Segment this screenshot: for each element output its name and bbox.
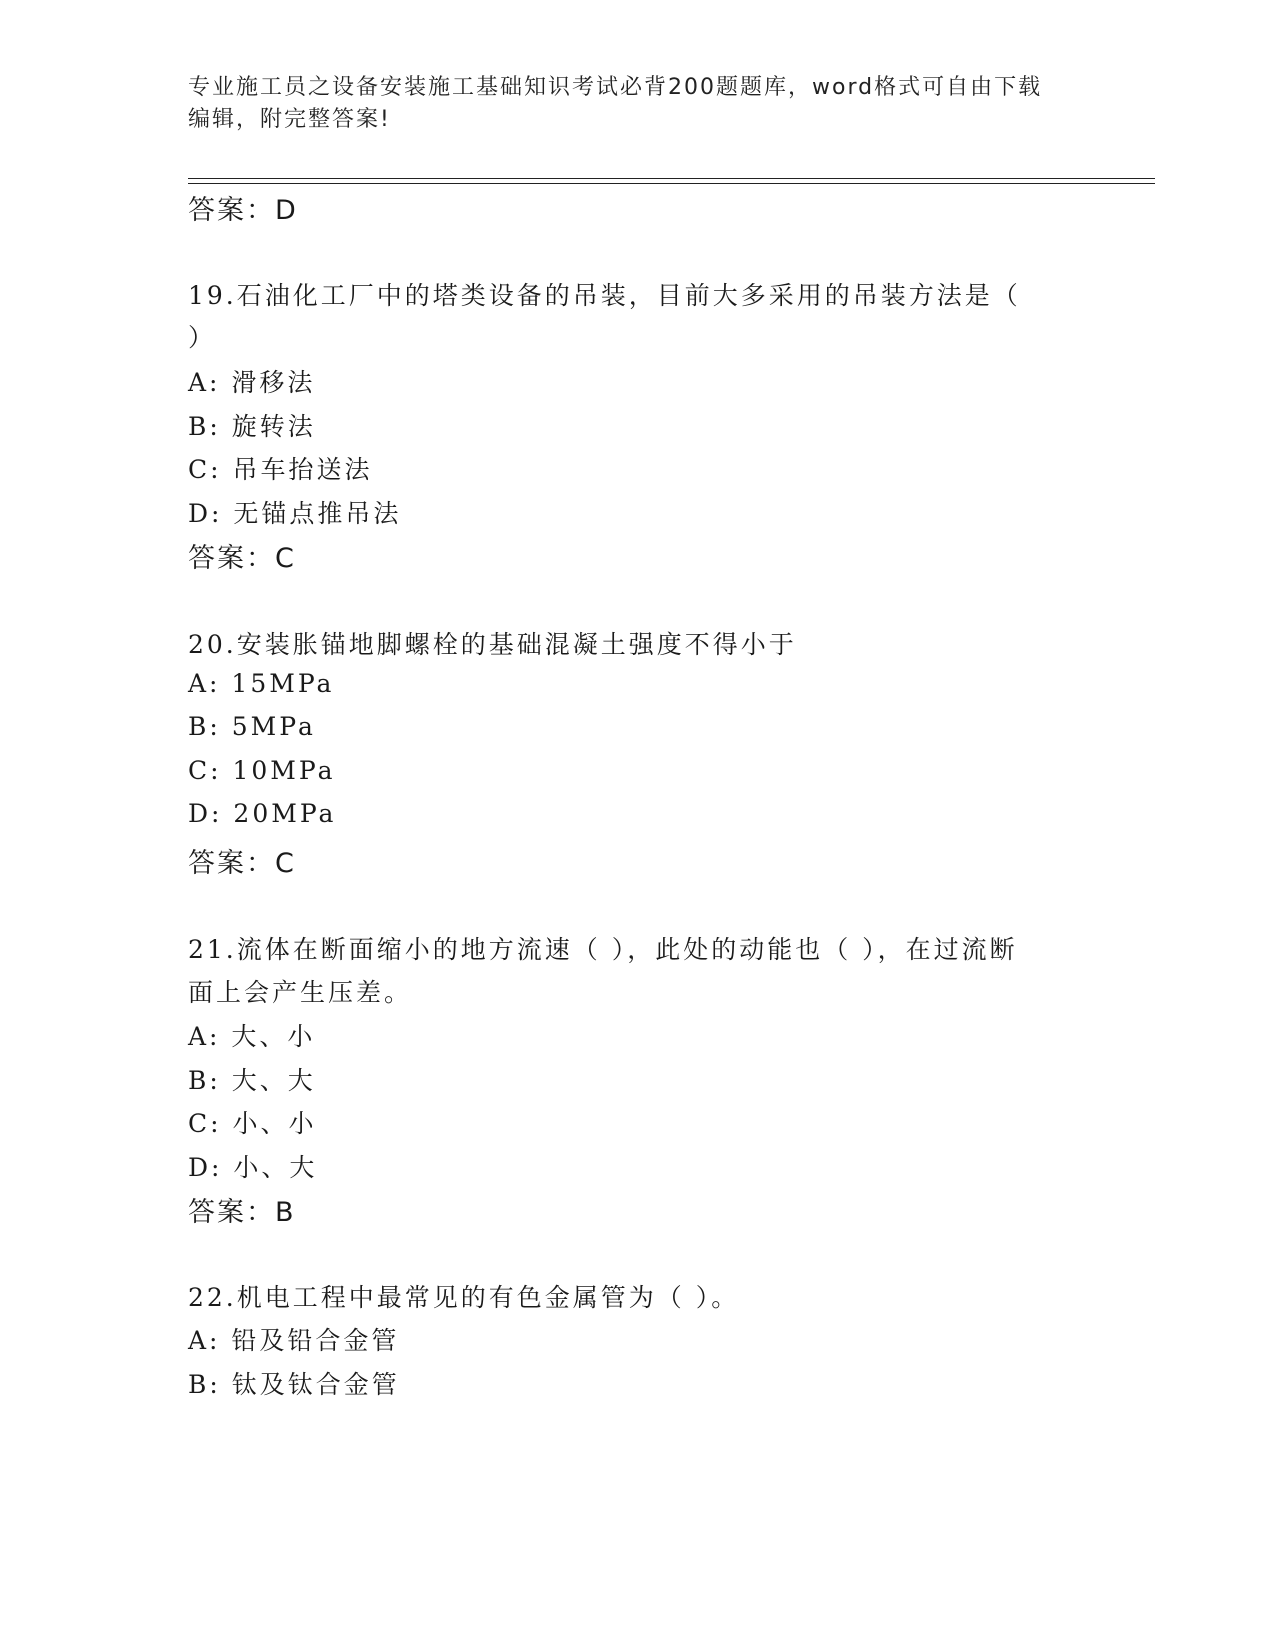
question-19-option-b: B: 旋转法 [188, 412, 316, 441]
question-20-option-b: B: 5MPa [188, 712, 316, 741]
question-20-stem-1: 20.安装胀锚地脚螺栓的基础混凝土强度不得小于 [188, 630, 797, 659]
answer-19: 答案：C [188, 543, 296, 574]
question-20-option-a: A: 15MPa [188, 669, 335, 698]
question-22-option-b: B: 钛及钛合金管 [188, 1370, 400, 1399]
question-20-option-c: C: 10MPa [188, 756, 336, 785]
question-21-stem-2: 面上会产生压差。 [188, 978, 413, 1007]
question-21-option-c: C: 小、小 [188, 1109, 317, 1138]
header-line-1: 专业施工员之设备安装施工基础知识考试必背200题题库，word格式可自由下载 [188, 75, 1043, 100]
answer-18: 答案：D [188, 195, 298, 226]
question-19-stem-2: ） [188, 323, 217, 352]
question-19-option-c: C: 吊车抬送法 [188, 455, 373, 484]
question-22-stem-1: 22.机电工程中最常见的有色金属管为（ ）。 [188, 1283, 740, 1312]
question-21-option-a: A: 大、小 [188, 1022, 316, 1051]
answer-20: 答案：C [188, 848, 296, 879]
question-20-option-d: D: 20MPa [188, 799, 337, 828]
question-21-option-b: B: 大、大 [188, 1066, 316, 1095]
header-rule-bottom [188, 183, 1155, 184]
question-19-option-a: A: 滑移法 [188, 368, 316, 397]
header-line-2: 编辑，附完整答案! [188, 107, 391, 132]
question-22-option-a: A: 铅及铅合金管 [188, 1326, 400, 1355]
document-header [188, 72, 1088, 136]
answer-21: 答案：B [188, 1197, 296, 1228]
question-19-stem-1: 19.石油化工厂中的塔类设备的吊装，目前大多采用的吊装方法是（ [188, 281, 1021, 310]
question-21-stem-1: 21.流体在断面缩小的地方流速（ ），此处的动能也（ ），在过流断 [188, 935, 1018, 964]
question-19-option-d: D: 无锚点推吊法 [188, 499, 402, 528]
header-rule-top [188, 178, 1155, 179]
question-21-option-d: D: 小、大 [188, 1153, 318, 1182]
